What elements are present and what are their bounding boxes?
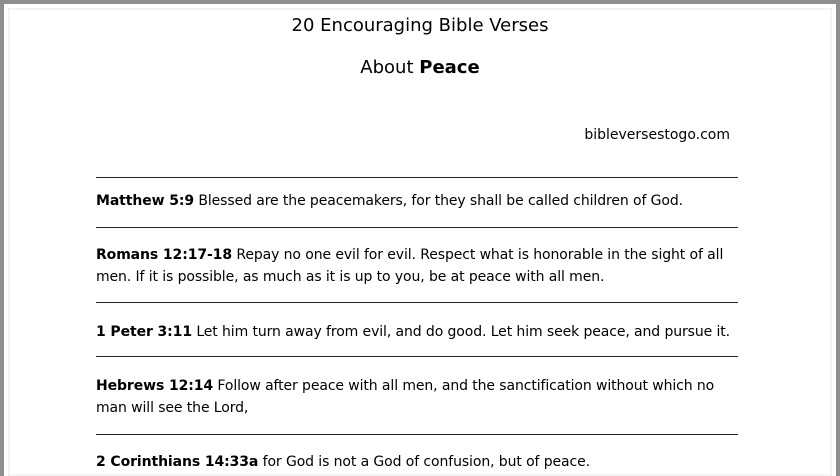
separator-line [96,302,738,303]
page-subtitle [8,57,832,79]
verse-item [96,190,696,212]
verse-reference: 1 Peter 3:11 [96,324,192,340]
separator-line [96,434,738,435]
verse-item [96,375,726,419]
verse-item [96,321,736,343]
verse-text: Repay no one evil for evil. Respect what is honorable in the sight of all men. If it is possible, as much as it is up to you, be at peace with all men. [96,247,724,285]
verse-item [96,451,736,473]
separator-line [96,356,738,357]
verse-reference: Hebrews 12:14 [96,378,214,394]
site-name: bibleversestogo.com [584,127,730,143]
verse-reference: Romans 12:17-18 [96,247,232,263]
verse-text: Blessed are the peacemakers, for they shall be called children of God. [198,193,683,209]
verse-reference: 2 Corinthians 14:33a [96,454,259,470]
page-title: 20 Encouraging Bible Verses [291,15,549,36]
verse-text: for God is not a God of confusion, but of peace. [262,454,590,470]
subtitle-prefix: About [360,57,420,78]
separator-line [96,227,738,228]
separator-line [96,177,738,178]
subtitle-topic: Peace [419,57,480,78]
document-page [8,8,832,476]
verse-text: Follow after peace with all men, and the sanctification without which no man will see the Lord, [96,378,715,416]
verse-reference: Matthew 5:9 [96,193,195,209]
verse-text: Let him turn away from evil, and do good. Let him seek peace, and pursue it. [196,324,731,340]
verse-item [96,244,736,288]
